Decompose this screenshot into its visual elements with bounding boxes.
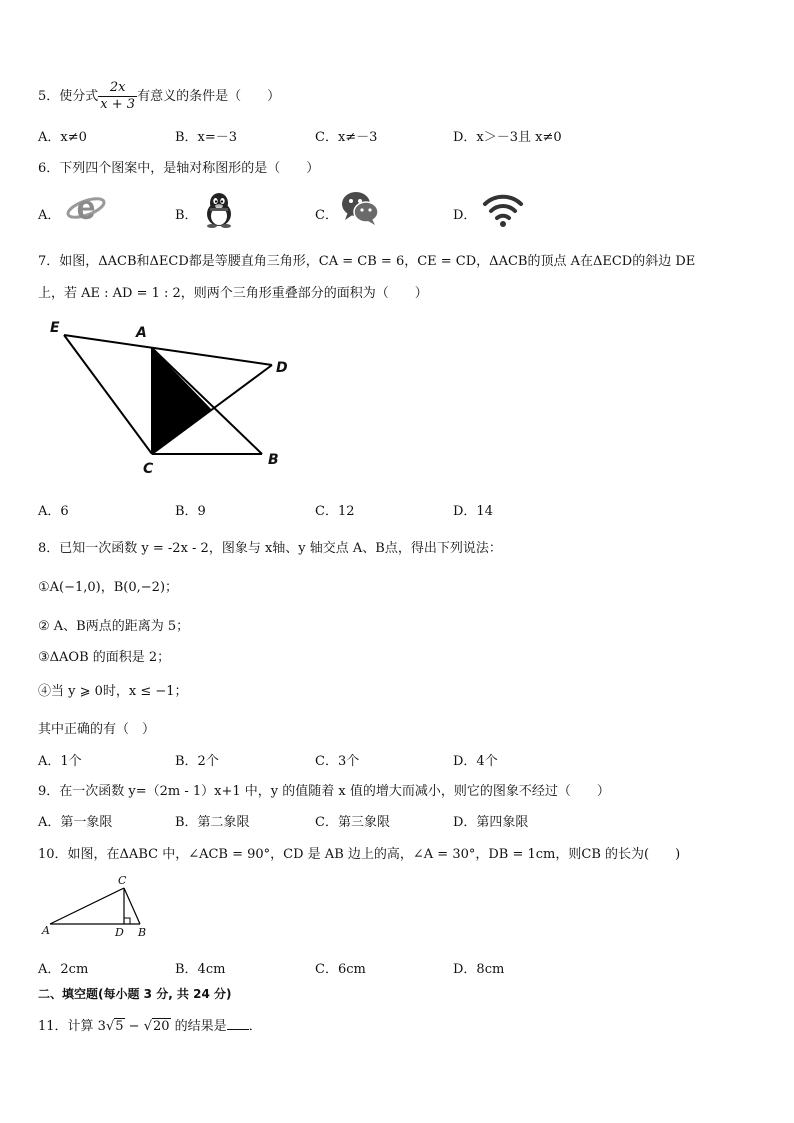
q9-option-c[interactable]: C．第三象限 [315, 815, 390, 830]
question-7-line1: 7．如图，ΔACB和ΔECD都是等腰直角三角形，CA = CB = 6，CE = CD，ΔACB的顶点 A在ΔECD的斜边 DE [38, 254, 696, 269]
q8-statement-2: ② A、B两点的距离为 5； [38, 619, 190, 634]
q8-option-a[interactable]: A．1个 [38, 754, 82, 769]
q10-label-c: C [118, 874, 127, 887]
q11-answer-blank[interactable] [227, 1029, 249, 1030]
q5-option-a[interactable]: A．x≠0 [38, 130, 87, 145]
q8-option-b[interactable]: B．2个 [175, 754, 219, 769]
question-5 [38, 80, 280, 113]
q10-triangle-figure [40, 872, 170, 942]
q8-option-d[interactable]: D．4个 [453, 754, 498, 769]
ie-browser-icon [66, 190, 106, 226]
qq-penguin-icon [204, 192, 234, 228]
q7-option-d[interactable]: D．14 [453, 504, 493, 519]
q7-label-a: A [136, 325, 147, 341]
q10-option-c[interactable]: C．6cm [315, 962, 366, 977]
q6-option-a[interactable]: A． [38, 208, 61, 223]
q7-label-d: D [276, 360, 288, 376]
q10-option-b[interactable]: B．4cm [175, 962, 226, 977]
q8-statement-3: ③ΔAOB 的面积是 2； [38, 650, 171, 665]
question-10: 10．如图，在ΔABC 中，∠ACB = 90°，CD 是 AB 边上的高，∠A = 30°，DB = 1cm，则CB 的长为( ) [38, 847, 681, 862]
q5-option-d[interactable]: D．x＞－3且 x≠0 [453, 130, 562, 145]
q7-label-b: B [268, 452, 279, 468]
q7-overlap-region [152, 348, 212, 454]
q5-option-b[interactable]: B．x=－3 [175, 130, 238, 145]
q5-number: 5 [38, 89, 47, 104]
q11-end: ． [248, 1019, 262, 1034]
question-9: 9．在一次函数 y=（2m - 1）x+1 中，y 的值随着 x 值的增大而减小，则它的图象不经过（ ） [38, 784, 610, 799]
q6-option-c[interactable]: C． [315, 208, 338, 223]
q5-option-c[interactable]: C．x≠－3 [315, 130, 378, 145]
q7-label-e: E [50, 320, 60, 336]
q11-suffix: 的结果是 [170, 1019, 227, 1034]
question-6: 6．下列四个图案中，是轴对称图形的是（ ） [38, 161, 320, 176]
q8-option-c[interactable]: C．3个 [315, 754, 360, 769]
sqrt-symbol-1: √ [105, 1019, 115, 1034]
q7-label-c: C [143, 461, 154, 477]
q9-option-a[interactable]: A．第一象限 [38, 815, 113, 830]
q8-statement-1: ①A(−1,0)，B(0,−2)； [38, 580, 179, 595]
q11-minus: − [124, 1019, 144, 1034]
q7-option-a[interactable]: A．6 [38, 504, 69, 519]
q6-option-b[interactable]: B． [175, 208, 198, 223]
q7-option-b[interactable]: B．9 [175, 504, 206, 519]
q9-option-b[interactable]: B．第二象限 [175, 815, 250, 830]
q11-prefix: 11．计算 3 [38, 1019, 106, 1034]
svg-text:e: e [76, 189, 96, 227]
question-7-line2: 上，若 AE : AD = 1 : 2，则两个三角形重叠部分的面积为（ ） [38, 286, 428, 301]
q10-label-a: A [42, 924, 50, 937]
q8-statement-4: ④当 y ⩾ 0时，x ≤ −1； [38, 684, 188, 699]
question-11 [38, 1015, 262, 1034]
q10-label-d: D [115, 926, 124, 939]
q6-option-d[interactable]: D． [453, 208, 477, 223]
q5-fraction [98, 80, 137, 113]
q5-frac-denominator: x + 3 [100, 97, 136, 112]
wifi-icon [482, 192, 524, 228]
wechat-icon [340, 190, 380, 226]
q11-radicand-2: 20 [153, 1019, 170, 1034]
q10-option-a[interactable]: A．2cm [38, 962, 89, 977]
q10-label-b: B [138, 926, 147, 939]
section-heading-fill-in: 二、填空题(每小题 3 分, 共 24 分) [38, 987, 232, 1001]
sqrt-symbol-2: √ [143, 1019, 152, 1034]
q5-frac-numerator: 2x [98, 80, 137, 97]
q10-option-d[interactable]: D．8cm [453, 962, 505, 977]
question-8: 8．已知一次函数 y = -2x - 2，图象与 x轴、y 轴交点 A、B点，得出下列说法： [38, 541, 502, 556]
q5-prefix: ．使分式 [46, 89, 99, 104]
q11-radicand-1: 5 [115, 1019, 124, 1034]
q9-option-d[interactable]: D．第四象限 [453, 815, 529, 830]
q7-triangle-figure [40, 318, 300, 488]
q8-question: 其中正确的有（ ） [38, 722, 156, 737]
q7-option-c[interactable]: C．12 [315, 504, 355, 519]
q5-suffix: 有意义的条件是（ ） [137, 89, 281, 104]
